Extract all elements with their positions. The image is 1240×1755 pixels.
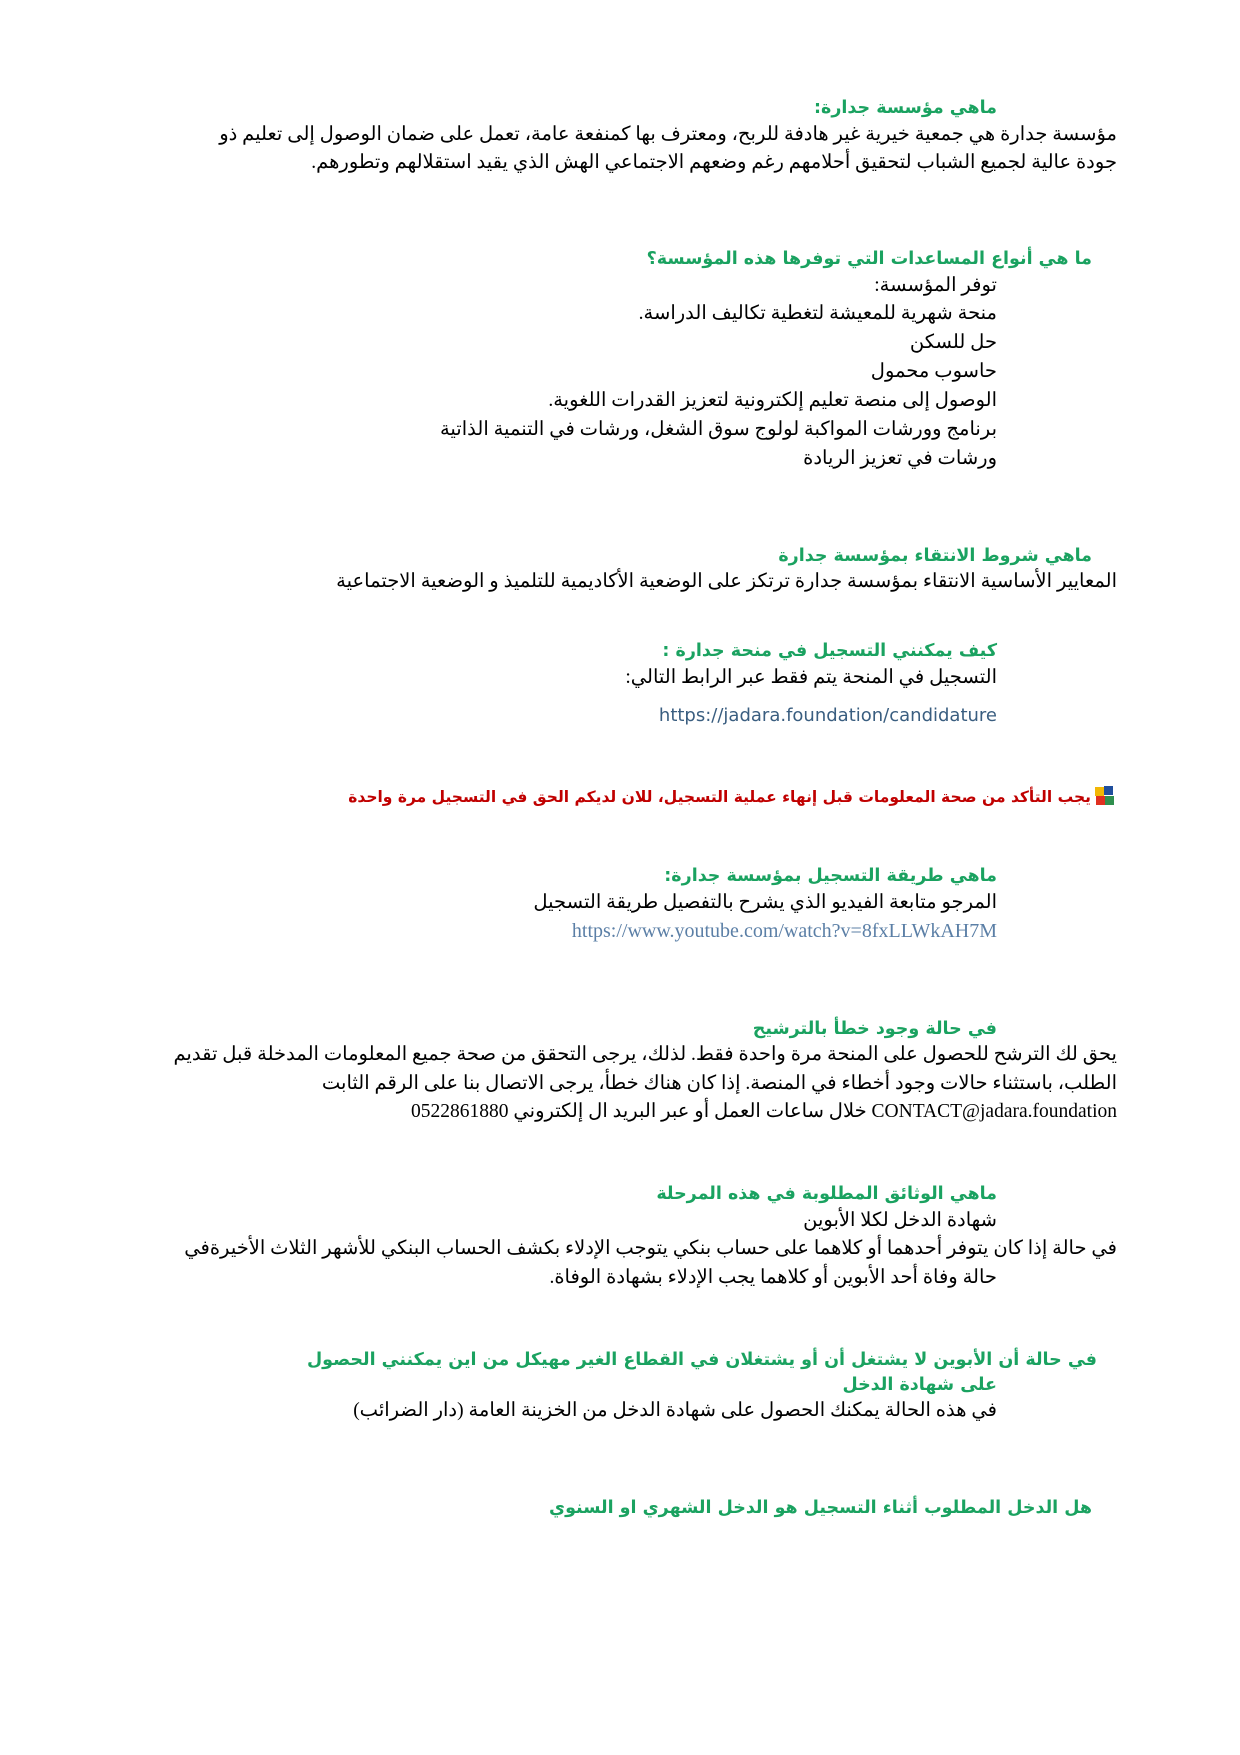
spacer bbox=[146, 692, 997, 702]
registration-paragraph: التسجيل في المنحة يتم فقط عبر الرابط التالي: bbox=[625, 666, 997, 688]
heading-selection-criteria: ماهي شروط الانتقاء بمؤسسة جدارة bbox=[778, 545, 1092, 566]
warning-row bbox=[56, 786, 1117, 808]
warning-color-blocks-icon bbox=[1095, 786, 1117, 808]
aid-types-item: منحة شهرية للمعيشة لتغطية تكاليف الدراسة. bbox=[638, 303, 997, 325]
spacer bbox=[146, 474, 997, 544]
registration-link-row bbox=[146, 702, 997, 730]
application-error-line-3-text: خلال ساعات العمل أو عبر البريد ال إلكتروني bbox=[513, 1100, 867, 1122]
heading-informal-sector-line-2: على شهادة الدخل bbox=[842, 1374, 997, 1395]
about-paragraph-line-2: جودة عالية لجميع الشباب لتحقيق أحلامهم رغم وضعهم الاجتماعي الهش الذي يقيد استقلالهم وتطورهم. bbox=[311, 152, 1117, 174]
heading-how-to-register: ماهي طريقة التسجيل بمؤسسة جدارة: bbox=[664, 866, 997, 887]
spacer bbox=[146, 1292, 997, 1348]
heading-application-error: في حالة وجود خطأ بالترشيح bbox=[752, 1018, 997, 1039]
spacer bbox=[146, 730, 997, 786]
heading-about-jadara: ماهي مؤسسة جدارة: bbox=[814, 98, 997, 118]
heading-income-question: هل الدخل المطلوب أثناء التسجيل هو الدخل الشهري او السنوي bbox=[549, 1497, 1092, 1518]
spacer bbox=[146, 177, 997, 247]
warning-text: يجب التأكد من صحة المعلومات قبل إنهاء عملية التسجيل، للان لديكم الحق في التسجيل مرة واحدة bbox=[348, 788, 1091, 807]
heading-informal-sector-line-1: في حالة أن الأبوين لا يشتغل أن أو يشتغلان في القطاع الغير مهيكل من اين يمكنني الحصول bbox=[307, 1349, 1097, 1370]
spacer bbox=[146, 597, 997, 639]
required-documents-line-3: حالة وفاة أحد الأبوين أو كلاهما يجب الإدلاء بشهادة الوفاة. bbox=[549, 1266, 997, 1288]
spacer bbox=[146, 947, 997, 1017]
aid-types-intro: توفر المؤسسة: bbox=[874, 275, 997, 297]
spacer bbox=[146, 1126, 997, 1182]
selection-criteria-paragraph: المعايير الأساسية الانتقاء بمؤسسة جدارة ترتكز على الوضعية الأكاديمية للتلميذ و الوضعية الاجتماعية bbox=[336, 571, 1117, 593]
spacer bbox=[146, 1426, 997, 1496]
contact-phone-number: 0522861880 bbox=[411, 1100, 509, 1122]
application-error-line-3 bbox=[56, 1098, 1117, 1126]
aid-types-item: الوصول إلى منصة تعليم إلكترونية لتعزيز القدرات اللغوية. bbox=[548, 390, 997, 412]
how-to-register-paragraph: المرجو متابعة الفيديو الذي يشرح بالتفصيل طريقة التسجيل bbox=[533, 891, 997, 913]
aid-types-item: حل للسكن bbox=[909, 332, 997, 354]
required-documents-line-1: شهادة الدخل لكلا الأبوين bbox=[803, 1209, 997, 1231]
how-to-register-link-row bbox=[146, 917, 997, 946]
spacer bbox=[146, 808, 997, 864]
informal-sector-paragraph: في هذه الحالة يمكنك الحصول على شهادة الدخل من الخزينة العامة (دار الضرائب) bbox=[353, 1400, 997, 1422]
heading-required-documents: ماهي الوثائق المطلوبة في هذه المرحلة bbox=[656, 1184, 997, 1205]
heading-registration: كيف يمكنني التسجيل في منحة جدارة : bbox=[662, 640, 997, 661]
youtube-video-link[interactable]: https://www.youtube.com/watch?v=8fxLLWkAH7M bbox=[571, 920, 997, 943]
document-content bbox=[146, 96, 1117, 1521]
about-paragraph-line-1: مؤسسة جدارة هي جمعية خيرية غير هادفة للربح، ومعترف بها كمنفعة عامة، تعمل على ضمان الوصول إلى تعليم ذو bbox=[219, 123, 1117, 145]
aid-types-item: برنامج وورشات المواكبة لولوج سوق الشغل، ورشات في التنمية الذاتية bbox=[439, 418, 997, 440]
application-error-line-1: يحق لك الترشح للحصول على المنحة مرة واحدة فقط. لذلك، يرجى التحقق من صحة جميع المعلومات المدخلة قبل تقديم bbox=[173, 1044, 1117, 1066]
registration-link[interactable]: https://jadara.foundation/candidature bbox=[658, 704, 997, 726]
aid-types-item: حاسوب محمول bbox=[870, 361, 997, 383]
aid-types-item: ورشات في تعزيز الريادة bbox=[803, 447, 997, 469]
heading-aid-types: ما هي أنواع المساعدات التي توفرها هذه المؤسسة؟ bbox=[646, 249, 1092, 270]
application-error-line-2: الطلب، باستثناء حالات وجود أخطاء في المنصة. إذا كان هناك خطأ، يرجى الاتصال بنا على الرقم الثابت bbox=[321, 1072, 1117, 1094]
contact-email[interactable]: CONTACT@jadara.foundation bbox=[871, 1100, 1117, 1122]
required-documents-line-2: في حالة إذا كان يتوفر أحدهما أو كلاهما على حساب بنكي يتوجب الإدلاء بكشف الحساب البنكي للأشهر الثلاث الأخيرةفي bbox=[184, 1238, 1117, 1260]
